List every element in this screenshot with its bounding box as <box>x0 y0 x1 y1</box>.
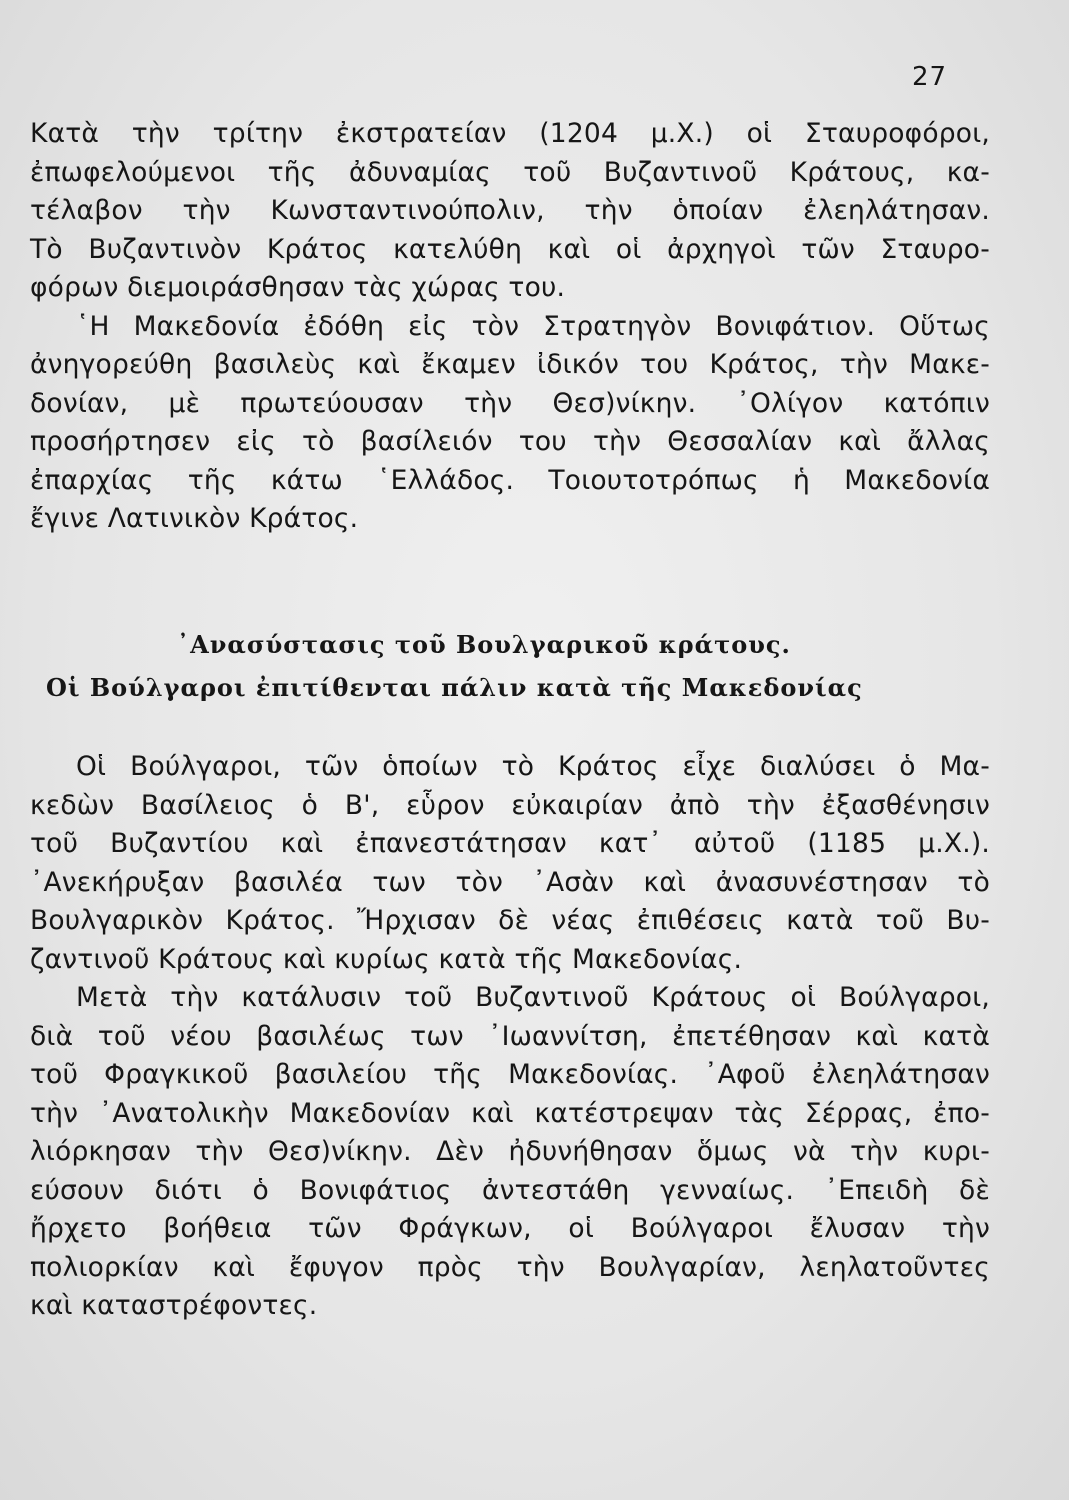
text-line: κεδὼν Βασίλειος ὁ Β', εὗρον εὐκαιρίαν ἀπὸ τὴν ἐξασθένησιν <box>30 789 990 821</box>
text-line: τοῦ Φραγκικοῦ βασιλείου τῆς Μακεδονίας. ᾿Αφοῦ ἐλεηλάτησαν <box>30 1059 990 1090</box>
section-heading-line1: ᾿Ανασύστασις τοῦ Βουλγαρικοῦ κράτους. <box>177 630 791 659</box>
text-line: Τὸ Βυζαντινὸν Κράτος κατελύθη καὶ οἱ ἀρχηγοὶ τῶν Σταυρο- <box>30 233 990 265</box>
text-line: Κατὰ τὴν τρίτην ἐκστρατείαν (1204 μ.Χ.) οἱ Σταυροφόροι, <box>30 118 990 149</box>
text-line: λιόρκησαν τὴν Θεσ)νίκην. Δὲν ἠδυνήθησαν ὅμως νὰ τὴν κυρι- <box>30 1136 990 1167</box>
text-line: τέλαβον τὴν Κωνσταντινούπολιν, τὴν ὁποίαν ἐλεηλάτησαν. <box>30 195 990 226</box>
text-line: Μετὰ τὴν κατάλυσιν τοῦ Βυζαντινοῦ Κράτους οἱ Βούλγαροι, <box>76 982 990 1013</box>
text-line: Βουλγαρικὸν Κράτος. Ἤρχισαν δὲ νέας ἐπιθέσεις κατὰ τοῦ Βυ- <box>30 905 990 936</box>
text-line: ἀνηγορεύθη βασιλεὺς καὶ ἔκαμεν ἰδικόν του Κράτος, τὴν Μακε- <box>30 349 990 380</box>
section2-text <box>30 748 990 1326</box>
text-line: διὰ τοῦ νέου βασιλέως των ᾿Ιωαννίτση, ἐπετέθησαν καὶ κατὰ <box>30 1020 990 1052</box>
text-line: Οἱ Βούλγαροι, τῶν ὁποίων τὸ Κράτος εἶχε διαλύσει ὁ Μα- <box>76 751 990 782</box>
text-line: καὶ καταστρέφοντες. <box>30 1290 318 1321</box>
text-line: ἔγινε Λατινικὸν Κράτος. <box>30 503 359 534</box>
text-line: δονίαν, μὲ πρωτεύουσαν τὴν Θεσ)νίκην. ᾿Ολίγον κατόπιν <box>30 387 990 419</box>
text-line: πολιορκίαν καὶ ἔφυγον πρὸς τὴν Βουλγαρίαν, λεηλατοῦντες <box>30 1251 990 1283</box>
text-line: ἐπαρχίας τῆς κάτω ῾Ελλάδος. Τοιουτοτρόπως ἡ Μακεδονία <box>30 464 990 496</box>
text-line: ἤρχετο βοήθεια τῶν Φράγκων, οἱ Βούλγαροι ἔλυσαν τὴν <box>30 1213 990 1244</box>
text-line: τὴν ᾿Ανατολικὴν Μακεδονίαν καὶ κατέστρεψαν τὰς Σέρρας, ἐπο- <box>30 1097 990 1129</box>
text-line: εύσουν διότι ὁ Βονιφάτιος ἀντεστάθη γενναίως. ᾿Επειδὴ δὲ <box>30 1174 990 1206</box>
text-line: ζαντινοῦ Κράτους καὶ κυρίως κατὰ τῆς Μακεδονίας. <box>30 943 743 975</box>
text-line: ᾿Ανεκήρυξαν βασιλέα των τὸν ᾿Ασὰν καὶ ἀνασυνέστησαν τὸ <box>30 866 990 898</box>
text-line: ῾Η Μακεδονία ἐδόθη εἰς τὸν Στρατηγὸν Βονιφάτιον. Οὕτως <box>76 310 990 342</box>
text-line: τοῦ Βυζαντίου καὶ ἐπανεστάτησαν κατ᾿ αὐτοῦ (1185 μ.Χ.). <box>30 828 990 859</box>
section1-text <box>30 115 990 539</box>
text-line: ἐπωφελούμενοι τῆς ἀδυναμίας τοῦ Βυζαντινοῦ Κράτους, κα- <box>30 156 990 188</box>
page-number: 27 <box>912 62 948 92</box>
section-heading-line2: Οἱ Βούλγαροι ἐπιτίθενται πάλιν κατὰ τῆς Μακεδονίας <box>46 673 863 702</box>
text-line: φόρων διεμοιράσθησαν τὰς χώρας του. <box>30 272 566 303</box>
text-line: προσήρτησεν εἰς τὸ βασίλειόν του τὴν Θεσσαλίαν καὶ ἄλλας <box>30 426 990 457</box>
